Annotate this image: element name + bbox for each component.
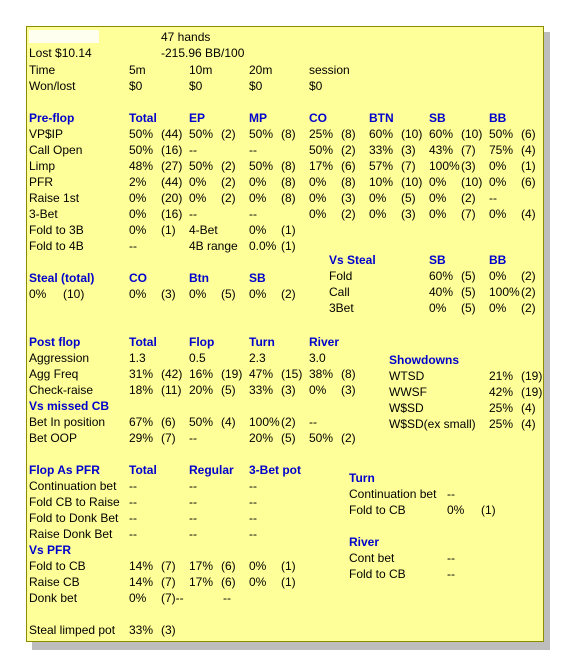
stat-value: 0%: [129, 591, 147, 605]
stat-value: --: [489, 191, 497, 205]
stat-value: 67%: [129, 415, 154, 429]
postflop-header-turn: Turn: [249, 335, 275, 349]
river-title: River: [349, 535, 380, 549]
stat-value: 2.3: [249, 351, 266, 365]
stat-label: Fold to Donk Bet: [29, 511, 119, 525]
preflop-header-sb: SB: [429, 111, 446, 125]
stat-value: 50%: [129, 143, 154, 157]
stat-value: 21%: [489, 369, 514, 383]
stat-value: 50%: [189, 415, 214, 429]
stat-label: Fold to CB: [349, 567, 406, 581]
stat-count: (6): [221, 559, 236, 573]
stat-value: --: [249, 511, 257, 525]
stat-count: (2): [281, 287, 296, 301]
stat-label: Fold to CB: [29, 559, 86, 573]
stat-count: (3): [461, 159, 476, 173]
stat-value: --: [447, 551, 455, 565]
stat-value: 100%: [249, 415, 280, 429]
stat-value: 29%: [129, 431, 154, 445]
preflop-header-bb: BB: [489, 111, 507, 125]
stat-count: (2): [221, 175, 236, 189]
stat-value: 17%: [189, 575, 214, 589]
stat-value: --: [129, 527, 137, 541]
stat-value: 38%: [309, 367, 334, 381]
stat-label: 3Bet: [329, 301, 354, 315]
stat-label: Limp: [29, 159, 56, 173]
lost-amount: Lost $10.14: [29, 46, 92, 60]
stat-count: (16): [161, 143, 183, 157]
vs-missed-cb-title: Vs missed CB: [29, 399, 110, 413]
stat-label: Fold CB to Raise: [29, 495, 120, 509]
stat-value: 47%: [249, 367, 274, 381]
stat-value: 42%: [489, 385, 514, 399]
stat-value: --: [249, 207, 257, 221]
stat-count: (10): [401, 175, 423, 189]
stat-label: 4-Bet: [189, 223, 218, 237]
stat-value: 25%: [309, 127, 334, 141]
stat-count: (5): [221, 287, 236, 301]
stat-value: --: [223, 591, 231, 605]
stat-value: --: [189, 495, 197, 509]
flop-pfr-header-3bet: 3-Bet pot: [249, 463, 301, 477]
stat-label: Bet OOP: [29, 431, 78, 445]
won-20m: $0: [249, 79, 263, 93]
stat-label: Raise Donk Bet: [29, 527, 113, 541]
stat-count: (3): [161, 623, 176, 637]
stat-count: (7): [461, 207, 476, 221]
stat-value: 0%: [129, 191, 147, 205]
stat-count: (2): [461, 191, 476, 205]
stat-value: 0%: [249, 175, 267, 189]
stat-label: 4B range: [189, 239, 238, 253]
vs-pfr-title: Vs PFR: [29, 543, 72, 557]
stat-count: (7)--: [161, 591, 184, 605]
stat-count: (7): [161, 559, 176, 573]
stat-label: Donk bet: [29, 591, 78, 605]
stat-count: (8): [341, 127, 356, 141]
stat-value: 1.3: [129, 351, 146, 365]
stat-count: (6): [221, 575, 236, 589]
stat-count: (10): [63, 287, 85, 301]
stat-value: --: [249, 143, 257, 157]
won-10m: $0: [189, 79, 203, 93]
stat-count: (1): [161, 223, 176, 237]
hands-count: 47 hands: [161, 30, 211, 44]
stat-value: 0.5: [189, 351, 206, 365]
stat-count: (20): [161, 191, 183, 205]
stat-count: (6): [521, 127, 536, 141]
flop-pfr-header-total: Total: [129, 463, 157, 477]
stat-value: 25%: [489, 417, 514, 431]
stat-label: WWSF: [389, 385, 427, 399]
stat-count: (4): [521, 401, 536, 415]
stat-label: Continuation bet: [349, 487, 437, 501]
stat-value: 0%: [429, 191, 447, 205]
vs-steal-header-sb: SB: [429, 253, 446, 267]
stat-value: --: [189, 511, 197, 525]
stat-value: 50%: [489, 127, 514, 141]
stat-value: 0%: [369, 207, 387, 221]
stat-value: 0%: [189, 175, 207, 189]
stat-value: 33%: [249, 383, 274, 397]
period-5m: 5m: [129, 63, 146, 77]
stat-value: 50%: [189, 127, 214, 141]
stat-value: 0%: [309, 207, 327, 221]
stat-value: --: [249, 479, 257, 493]
stat-value: --: [249, 527, 257, 541]
won-session: $0: [309, 79, 323, 93]
period-10m: 10m: [189, 63, 213, 77]
stat-count: (1): [521, 159, 536, 173]
stat-value: 0%: [309, 191, 327, 205]
stat-value: 0%: [29, 287, 47, 301]
stat-label: Fold: [329, 269, 353, 283]
steal-header-btn: Btn: [189, 271, 209, 285]
stat-value: 20%: [249, 431, 274, 445]
stat-value: 50%: [129, 127, 154, 141]
stat-label: Check-raise: [29, 383, 94, 397]
stat-count: (16): [161, 207, 183, 221]
stat-label: Continuation bet: [29, 479, 117, 493]
stat-value: --: [309, 415, 317, 429]
stat-value: 100%: [489, 285, 520, 299]
flop-pfr-header-regular: Regular: [189, 463, 234, 477]
stat-count: (3): [161, 287, 176, 301]
showdowns-title: Showdowns: [389, 353, 459, 367]
preflop-header-btn: BTN: [369, 111, 394, 125]
stat-value: 0%: [309, 383, 327, 397]
stat-count: (10): [401, 127, 423, 141]
stat-value: 50%: [249, 159, 274, 173]
stat-value: 0%: [129, 207, 147, 221]
steal-total-title: Steal (total): [29, 271, 95, 285]
stat-value: 31%: [129, 367, 154, 381]
stat-count: (4): [221, 415, 236, 429]
stat-count: (27): [161, 159, 183, 173]
stat-value: --: [129, 495, 137, 509]
stat-value: 0%: [129, 287, 147, 301]
stat-count: (19): [521, 385, 543, 399]
stat-label: Bet In position: [29, 415, 106, 429]
stat-count: (5): [461, 301, 476, 315]
stat-count: (3): [281, 383, 296, 397]
preflop-header-mp: MP: [249, 111, 267, 125]
stat-value: 17%: [189, 559, 214, 573]
stat-value: 2%: [129, 175, 147, 189]
stat-count: (2): [281, 415, 296, 429]
stat-count: (2): [221, 159, 236, 173]
flop-pfr-title: Flop As PFR: [29, 463, 100, 477]
stat-value: 43%: [429, 143, 454, 157]
stat-count: (2): [521, 269, 536, 283]
stat-value: 60%: [429, 127, 454, 141]
stat-count: (2): [521, 285, 536, 299]
stat-count: (8): [341, 175, 356, 189]
stat-value: --: [129, 511, 137, 525]
stat-value: 60%: [369, 127, 394, 141]
stat-value: 0%: [489, 269, 507, 283]
stat-value: --: [129, 479, 137, 493]
stat-value: 50%: [249, 127, 274, 141]
stat-count: (3): [401, 207, 416, 221]
stat-label: Call Open: [29, 143, 83, 157]
stat-label: Cont bet: [349, 551, 395, 565]
stat-label: Call: [329, 285, 350, 299]
stat-value: --: [189, 527, 197, 541]
period-20m: 20m: [249, 63, 273, 77]
preflop-header-total: Total: [129, 111, 157, 125]
stat-count: (7): [161, 575, 176, 589]
stat-count: (10): [461, 127, 483, 141]
postflop-header-river: River: [309, 335, 340, 349]
stat-value: 18%: [129, 383, 154, 397]
stat-label: Fold to 4B: [29, 239, 84, 253]
stat-label: 3-Bet: [29, 207, 58, 221]
stat-value: 10%: [369, 175, 394, 189]
turn-title: Turn: [349, 471, 375, 485]
stat-value: 50%: [309, 431, 334, 445]
stat-count: (44): [161, 127, 183, 141]
vs-steal-header-bb: BB: [489, 253, 507, 267]
stat-count: (3): [341, 383, 356, 397]
stat-count: (8): [281, 159, 296, 173]
time-label: Time: [29, 63, 56, 77]
stat-label: Fold to CB: [349, 503, 406, 517]
stat-value: 0%: [489, 159, 507, 173]
stat-label: Raise 1st: [29, 191, 80, 205]
stat-value: 0%: [249, 575, 267, 589]
stat-count: (5): [461, 285, 476, 299]
stat-count: (7): [161, 431, 176, 445]
stat-label: Aggression: [29, 351, 90, 365]
stat-count: (8): [341, 367, 356, 381]
stat-label: Fold to 3B: [29, 223, 84, 237]
stat-value: 33%: [369, 143, 394, 157]
preflop-header-ep: EP: [189, 111, 206, 125]
stat-value: 75%: [489, 143, 514, 157]
stat-count: (4): [521, 417, 536, 431]
stat-value: 20%: [189, 383, 214, 397]
stat-value: --: [189, 431, 197, 445]
stat-count: (5): [221, 383, 236, 397]
stat-value: 0%: [429, 207, 447, 221]
stat-value: 17%: [309, 159, 334, 173]
stat-count: (7): [401, 159, 416, 173]
stat-count: (2): [221, 191, 236, 205]
stat-count: (3): [341, 191, 356, 205]
stat-value: 40%: [429, 285, 454, 299]
stat-value: 0%: [489, 175, 507, 189]
stat-value: --: [249, 495, 257, 509]
stat-value: 25%: [489, 401, 514, 415]
period-session: session: [309, 63, 350, 77]
stat-value: --: [189, 207, 197, 221]
stat-count: (2): [521, 301, 536, 315]
stat-count: (5): [461, 269, 476, 283]
stat-count: (6): [521, 175, 536, 189]
stat-count: (4): [521, 207, 536, 221]
stat-value: 33%: [129, 623, 154, 637]
stat-value: 14%: [129, 559, 154, 573]
stat-count: (11): [161, 383, 182, 397]
stat-label: WTSD: [389, 369, 425, 383]
stat-count: (19): [221, 367, 243, 381]
stat-value: 0%: [249, 223, 267, 237]
stat-label: Raise CB: [29, 575, 80, 589]
stat-value: 0%: [189, 287, 207, 301]
stat-count: (5): [281, 431, 296, 445]
stat-count: (10): [461, 175, 483, 189]
stat-count: (1): [281, 223, 296, 237]
stat-count: (1): [481, 503, 496, 517]
stat-value: 50%: [309, 143, 334, 157]
stat-count: (44): [161, 175, 183, 189]
postflop-title: Post flop: [29, 335, 81, 349]
stat-value: 3.0: [309, 351, 326, 365]
stat-value: 0%: [489, 207, 507, 221]
steal-header-co: CO: [129, 271, 147, 285]
stat-count: (15): [281, 367, 303, 381]
stat-label: Steal limped pot: [29, 623, 116, 637]
stat-value: 60%: [429, 269, 454, 283]
stat-value: 0%: [249, 559, 267, 573]
stat-count: (19): [521, 369, 543, 383]
stat-value: 16%: [189, 367, 214, 381]
stat-count: (6): [161, 415, 176, 429]
stat-value: --: [447, 567, 455, 581]
player-stats-panel: [26, 26, 544, 642]
stat-value: 57%: [369, 159, 394, 173]
stat-count: (8): [281, 191, 296, 205]
stat-value: 0%: [369, 191, 387, 205]
stat-label: VP$IP: [29, 127, 64, 141]
won-5m: $0: [129, 79, 143, 93]
stat-count: (2): [221, 127, 236, 141]
stat-count: (2): [341, 431, 356, 445]
stat-label: PFR: [29, 175, 53, 189]
stat-value: 0%: [129, 223, 147, 237]
postflop-header-flop: Flop: [189, 335, 215, 349]
postflop-header-total: Total: [129, 335, 157, 349]
stat-value: 0%: [249, 191, 267, 205]
stat-label: Agg Freq: [29, 367, 79, 381]
stat-value: 0%: [249, 287, 267, 301]
stat-label: W$SD: [389, 401, 424, 415]
stat-count: (6): [341, 159, 356, 173]
stat-label: W$SD(ex small): [389, 417, 476, 431]
stat-count: (42): [161, 367, 183, 381]
stat-value: --: [447, 487, 455, 501]
stat-value: 0%: [447, 503, 465, 517]
bb-per-100: -215.96 BB/100: [161, 46, 245, 60]
stat-count: (4): [521, 143, 536, 157]
stat-value: 0.0%: [249, 239, 277, 253]
won-lost-label: Won/lost: [29, 79, 76, 93]
preflop-header-co: CO: [309, 111, 327, 125]
stat-count: (8): [281, 127, 296, 141]
stat-value: 0%: [429, 301, 447, 315]
stat-count: (2): [341, 207, 356, 221]
stat-count: (1): [281, 239, 296, 253]
stat-value: 100%: [429, 159, 460, 173]
stat-count: (1): [281, 575, 296, 589]
stat-count: (8): [281, 175, 296, 189]
stat-value: 0%: [429, 175, 447, 189]
stat-count: (5): [401, 191, 416, 205]
stat-value: --: [189, 479, 197, 493]
stat-count: (3): [401, 143, 416, 157]
player-name-field: [29, 30, 99, 43]
stat-count: (7): [461, 143, 476, 157]
preflop-title: Pre-flop: [29, 111, 75, 125]
stat-value: 48%: [129, 159, 154, 173]
stat-value: --: [189, 143, 197, 157]
stat-value: --: [129, 239, 137, 253]
stat-count: (1): [281, 559, 296, 573]
stat-value: 14%: [129, 575, 154, 589]
stat-value: 50%: [189, 159, 214, 173]
stat-value: 0%: [309, 175, 327, 189]
vs-steal-title: Vs Steal: [329, 253, 376, 267]
steal-header-sb: SB: [249, 271, 266, 285]
stat-count: (2): [341, 143, 356, 157]
stat-value: 0%: [489, 301, 507, 315]
stat-value: 0%: [189, 191, 207, 205]
